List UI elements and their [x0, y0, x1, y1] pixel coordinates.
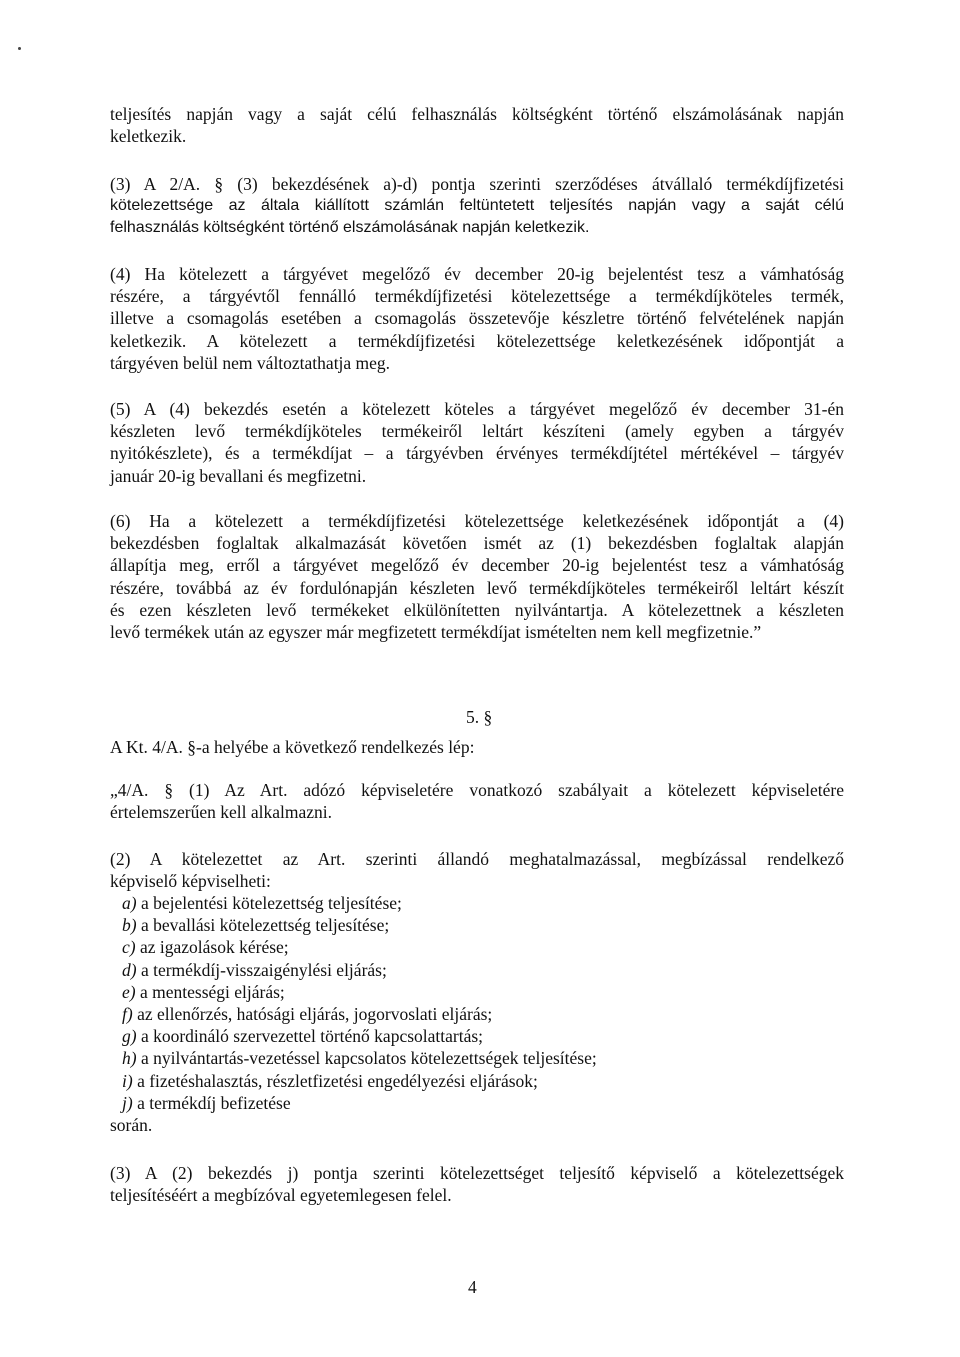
list-item — [110, 1047, 844, 1069]
list-item — [110, 1070, 844, 1092]
text-line: bekezdésben foglaltak alkalmazását követően ismét az (1) bekezdésben foglaltak alapján — [110, 533, 844, 554]
paragraph-3 — [110, 173, 844, 240]
text-line: (3) A (2) bekezdés j) pontja szerinti kötelezettséget teljesítő képviselő a kötelezettségek — [110, 1163, 844, 1183]
list-item-text: a termékdíj-visszaigénylési eljárás; — [136, 959, 387, 980]
text-line: A Kt. 4/A. §-a helyébe a következő rendelkezés lép: — [110, 737, 475, 757]
section-intro — [110, 736, 844, 758]
list-marker: g) — [122, 1026, 137, 1047]
list-marker: j) — [122, 1092, 133, 1113]
list-item-text: az igazolások kérése; — [135, 937, 289, 958]
list-marker: f) — [122, 1004, 133, 1025]
paragraph-5 — [110, 398, 844, 487]
text-line: felhasználás költségként történő elszámolásának napján keletkezik. — [110, 219, 590, 237]
list-marker: b) — [122, 915, 137, 936]
representation-list — [110, 892, 844, 1114]
text-line: képviselő képviselheti: — [110, 871, 271, 892]
list-marker: e) — [122, 981, 136, 1002]
paragraph-6 — [110, 510, 844, 643]
list-item — [110, 959, 844, 981]
text-line: (2) A kötelezettet az Art. szerinti állandó meghatalmazással, megbízással rendelkező — [110, 849, 844, 869]
text-line: (6) Ha a kötelezett a termékdíjfizetési kötelezettsége keletkezésének időpontját a (4) — [110, 511, 844, 531]
text-line: keletkezik. A kötelezett a termékdíjfizetési kötelezettsége keletkezésének időpontját a — [110, 330, 844, 351]
list-marker: a) — [122, 893, 137, 913]
list-item-text: a bevallási kötelezettség teljesítése; — [136, 915, 390, 936]
text-line: „4/A. § (1) Az Art. adózó képviseletére vonatkozó szabályait a kötelezett képviseletére — [110, 780, 844, 800]
list-item-text: a nyilvántartás-vezetéssel kapcsolatos kötelezettségek teljesítése; — [136, 1048, 597, 1069]
text-line: (3) A 2/A. § (3) bekezdésének a)-d) pontja szerinti szerződéses átvállaló termékdíjfizetési — [110, 174, 844, 194]
paragraph-4 — [110, 263, 844, 374]
text-line: értelemszerűen kell alkalmazni. — [110, 802, 333, 823]
list-marker: i) — [122, 1070, 133, 1091]
list-item-text: a fizetéshalasztás, részletfizetési engedélyezési eljárások; — [132, 1070, 538, 1091]
text-line: (5) A (4) bekezdés esetén a kötelezett köteles a tárgyévet megelőző év december 31-én — [110, 399, 844, 419]
list-marker: d) — [122, 959, 137, 980]
subsection-2 — [110, 848, 844, 892]
list-marker: c) — [122, 937, 136, 958]
list-item-text: a bejelentési kötelezettség teljesítése; — [136, 893, 402, 913]
text-line: nyitókészlete), és a termékdíjat – a tárgyévben érvényes termékdíjtétel mértékével – tárgyév — [110, 443, 844, 464]
closing-word: során. — [110, 1115, 153, 1135]
paragraph-intro — [110, 103, 844, 147]
text-line: részére, a tárgyévtől fennálló termékdíjfizetési kötelezettsége a termékdíjköteles termék, — [110, 286, 844, 307]
text-line: részére, továbbá az év fordulónapján készleten levő termékdíjköteles termékeiről leltárt készít — [110, 577, 844, 598]
text-line: készleten levő termékdíjköteles termékeiről leltárt készíteni (amely egyben a tárgyév — [110, 421, 844, 442]
list-item — [110, 1092, 844, 1114]
text-line: (4) Ha kötelezett a tárgyévet megelőző év december 20-ig bejelentést tesz a vámhatóság — [110, 264, 844, 284]
subsection-1 — [110, 779, 844, 823]
text-line: és ezen készleten levő termékeket elkülönítetten nyilvántartja. A kötelezettnek a készleten — [110, 599, 844, 620]
list-item — [110, 892, 844, 914]
section-heading: 5. § — [466, 707, 493, 727]
list-item-text: a mentességi eljárás; — [135, 981, 285, 1002]
list-item-text: az ellenőrzés, hatósági eljárás, jogorvoslati eljárás; — [132, 1004, 493, 1025]
text-line: teljesítés napján vagy a saját célú felhasználás költségként történő elszámolásának napján — [110, 104, 844, 124]
list-item — [110, 1003, 844, 1025]
text-line: keletkezik. — [110, 126, 187, 147]
list-item — [110, 936, 844, 958]
subsection-3 — [110, 1162, 844, 1206]
list-item-text: a koordináló szervezettel történő kapcsolattartás; — [136, 1026, 484, 1047]
text-line: teljesítéséért a megbízóval egyetemlegesen felel. — [110, 1185, 452, 1206]
text-line: kötelezettsége az általa kiállított számlán feltüntetett teljesítés napján vagy a saját célú — [110, 197, 844, 215]
list-item — [110, 914, 844, 936]
list-item-text: a termékdíj befizetése — [132, 1092, 291, 1113]
list-item — [110, 981, 844, 1003]
text-line: január 20-ig bevallani és megfizetni. — [110, 465, 367, 486]
text-line: illetve a csomagolás esetében a csomagolás összetevője készletre történő felvételének napján — [110, 308, 844, 329]
text-line: levő termékek után az egyszer már megfizetett termékdíjat ismételten nem kell megfizetnie.” — [110, 622, 762, 643]
page-number: 4 — [468, 1277, 477, 1297]
text-line: tárgyéven belül nem változtathatja meg. — [110, 352, 391, 373]
list-item — [110, 1025, 844, 1047]
scan-speck — [18, 47, 21, 50]
text-line: állapítja meg, erről a tárgyévet megelőző év december 20-ig bejelentést tesz a vámhatóság — [110, 555, 844, 576]
list-marker: h) — [122, 1048, 137, 1069]
